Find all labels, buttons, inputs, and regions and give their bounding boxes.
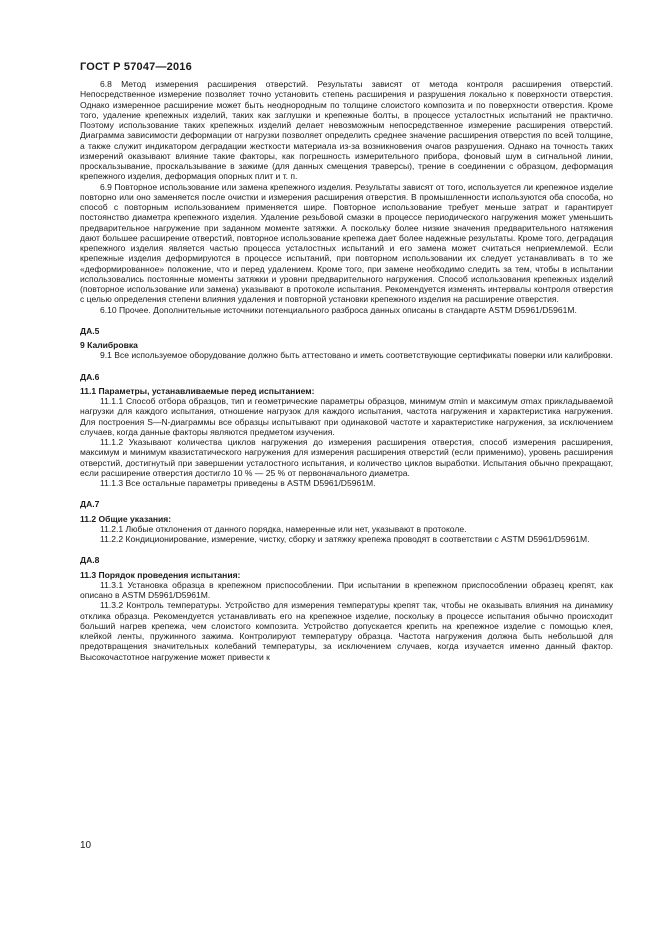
- appendix-section-label: ДА.5: [80, 325, 100, 336]
- appendix-section-label: ДА.8: [80, 555, 100, 566]
- section-heading: 11.3 Порядок проведения испытания:: [80, 569, 241, 580]
- paragraph: 11.2.2 Кондиционирование, измерение, чистку, сборку и затяжку крепежа проводят в соответствии с ASTM D5961/D5961M.: [100, 534, 590, 544]
- paragraph: 11.3.1 Установка образца в крепежном приспособлении. При испытании в крепежном приспособлении образец крепят, как описано в ASTM D5961/D5961M.: [80, 579, 613, 600]
- section-heading: 11.2 Общие указания:: [80, 513, 172, 524]
- paragraph: 6.8 Метод измерения расширения отверстий. Результаты зависят от метода контроля расширения отверстий. Непосредственное измерение позволяет точно установить степень расширения и разрушения локально к поверхности отверстия. Однако измеренное расширение может быть неоднородным по толщине слоистого композита и по поверхности отверстия. Кроме того, удаление крепежных изделий, таких как заглушки и крепежные болты, в процессе усталостных испытаний не практично. Поэтому использование таких крепежных изделий делает невозможным непосредственное измерение расширения отверстий. Диаграмма зависимости деформации от нагрузки позволяет определить среднее значение расширения отверстия по всей толщине, а также служит индикатором деградации жесткости материала из-за возникновения очагов разрушения. Однако на точность таких измерений оказывают влияние такие факторы, как погрешность измерительного прибора, фоновый шум в сигнальной линии, проскальзывание, проскальзывание в зажиме (для данных смещения траверсы), трение в соединении с образцом, деформация крепежного изделия, деформация опорных плит и т. п.: [80, 79, 613, 182]
- paragraph: 11.2.1 Любые отклонения от данного порядка, намеренные или нет, указывают в протоколе.: [100, 523, 467, 534]
- paragraph: 6.10 Прочее. Дополнительные источники потенциального разброса данных описаны в стандарте ASTM D5961/D5961M.: [100, 304, 577, 315]
- paragraph: 6.9 Повторное использование или замена крепежного изделия. Результаты зависят от того, используется ли крепежное изделие повторно или оно заменяется после очистки и измерения расширения отверстия. В промышленности используются оба способа, но способ с повторным использованием применяется шире. Повторное использование требует меньше затрат и гарантирует постоянство диаметра крепежного изделия. Удаление резьбовой смазки в процессе периодического нагружения может уменьшить предварительное нагружение при заданном моменте затяжки. А поскольку более низкие значения предварительного натяжения дают большее расширение отверстий, повторное использование крепежа дает более надежные результаты. Кроме того, деградация крепежного изделия является частью процесса усталостных испытаний и его замена может считаться неприемлемой. Если крепежные изделия деформируются в процессе испытаний, при повторном использовании их следует устанавливать в то же «деформированное» положение, что и перед удалением. Кроме того, при замене необходимо следить за тем, чтобы в испытании использовались постоянные моменты затяжки и уровни предварительного нагружения. Способ использования крепежных изделий (повторное использование или замена) указывают в протоколе испытания. Рекомендуется изменять интервалы контроля отверстия с целью определения степени влияния удаления и повторной установки крепежного изделия на расширение отверстия.: [80, 181, 613, 305]
- paragraph: 9.1 Все используемое оборудование должно быть аттестовано и иметь соответствующие сертификаты поверки или калибровки.: [100, 350, 613, 361]
- paragraph: 11.1.1 Способ отбора образцов, тип и геометрические параметры образцов, минимум σmin и максимум σmax прикладываемой нагрузки для каждого испытания, отношение нагрузок для каждого испытания, частота нагружения и характеристика нагружения. Для построения S—N-диаграммы все образцы испытывают при одинаковой частоте и характеристике нагружения, за исключением случаев, когда данные факторы являются предметом изучения.: [80, 396, 613, 437]
- standard-header: ГОСТ Р 57047—2016: [80, 61, 192, 73]
- document-body: [80, 79, 613, 662]
- paragraph: 11.1.3 Все остальные параметры приведены в ASTM D5961/D5961M.: [100, 478, 376, 488]
- section-heading: 11.1 Параметры, устанавливаемые перед испытанием:: [80, 385, 315, 396]
- section-heading: 9 Калибровка: [80, 340, 138, 350]
- paragraph: 11.3.2 Контроль температуры. Устройство для измерения температуры крепят так, чтобы не оказывать влияния на динамику отклика образца. Рекомендуется устанавливать его на крепежное изделие, поскольку в процессе испытания обычно происходит больший нагрев крепежа, чем слоистого композита. Устройство допускается крепить на крепежное изделие с помощью клея, клейкой ленты, пружинного зажима. Контролируют температуру образца. Частота нагружения должна быть небольшой для предотвращения значительных колебаний температуры, за исключением случаев, когда изучается именно данный фактор. Высокочастотное нагружение может привести к: [80, 600, 613, 662]
- page-number: 10: [80, 840, 92, 851]
- appendix-section-label: ДА.7: [80, 499, 100, 510]
- appendix-section-label: ДА.6: [80, 371, 100, 382]
- paragraph: 11.1.2 Указывают количества циклов нагружения до измерения расширения отверстия, способ измерения расширения, максимум и минимум квазистатического нагружения для измерения расширения отверстий (если применимо), уровень расширения отверстий, достигнутый при завершении усталостного испытания, и количество циклов выработки. Испытания обычно прекращают, если расширение отверстия достигло 10 % — 25 % от первоначального диаметра.: [80, 437, 613, 478]
